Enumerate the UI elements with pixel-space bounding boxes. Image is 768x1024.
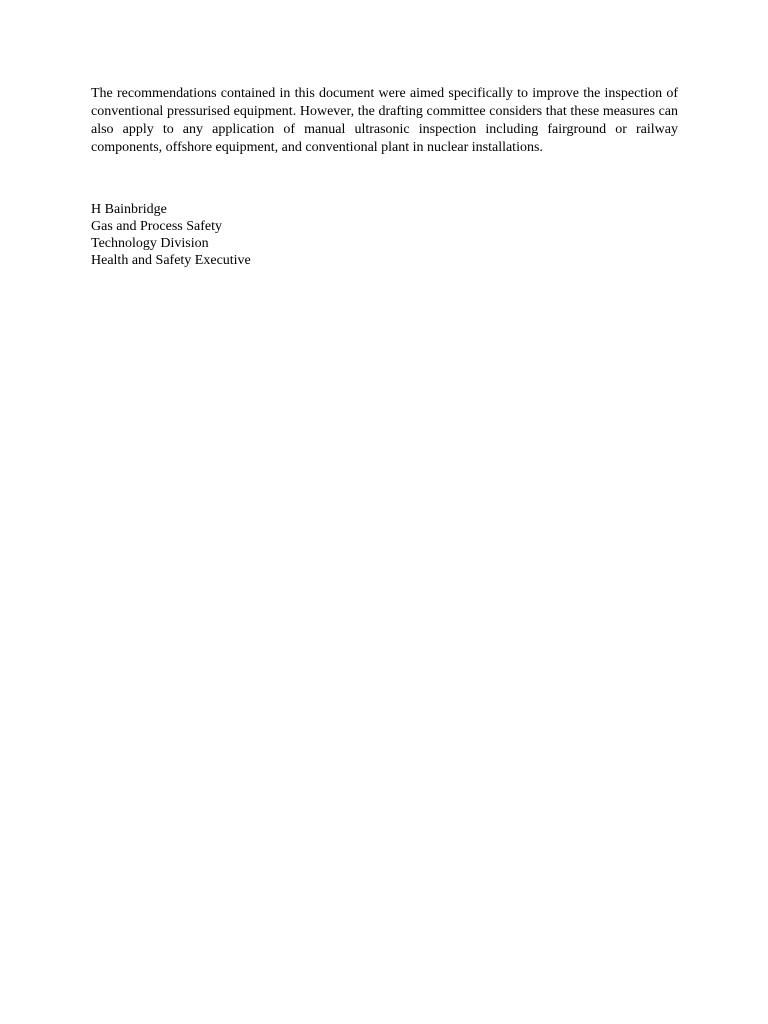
signatory-organisation: Health and Safety Executive	[91, 253, 251, 268]
signatory-department: Gas and Process Safety	[91, 219, 223, 234]
signature-block	[91, 201, 491, 269]
recommendations-paragraph: The recommendations contained in this document were aimed specifically to improve the inspection of conventional pressurised equipment. However, the drafting committee considers that these measures can also apply to any application of manual ultrasonic inspection including fairground or railway components, offshore equipment, and conventional plant in nuclear installations.	[91, 86, 678, 155]
signatory-name: H Bainbridge	[91, 202, 167, 217]
signatory-division: Technology Division	[91, 236, 209, 251]
